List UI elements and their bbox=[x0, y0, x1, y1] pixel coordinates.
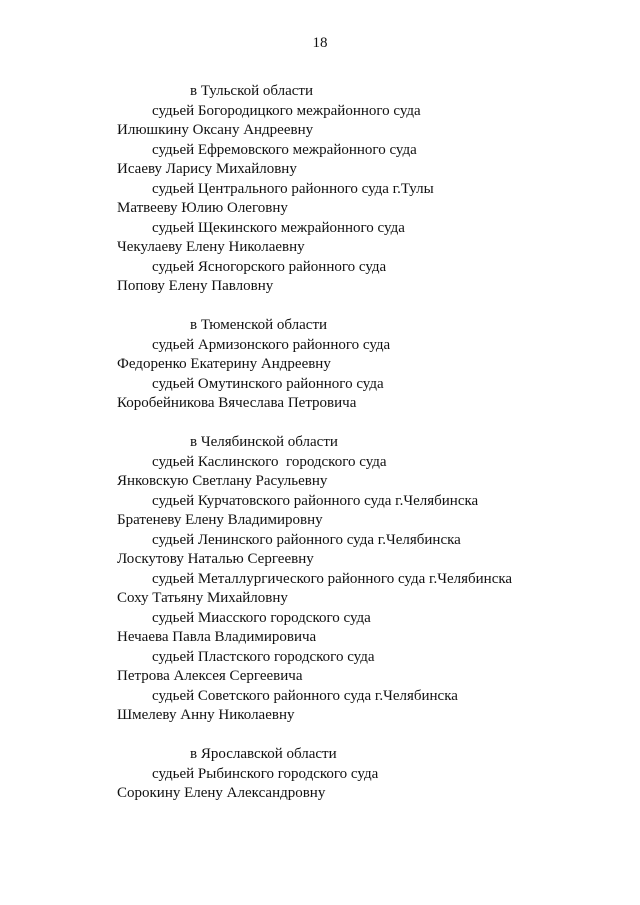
court-line: судьей Щекинского межрайонного суда bbox=[152, 219, 405, 236]
person-name: Попову Елену Павловну bbox=[117, 278, 274, 294]
person-name: Сорокину Елену Александровну bbox=[117, 785, 326, 801]
person-name: Исаеву Ларису Михайловну bbox=[117, 161, 297, 177]
court-line: судьей Курчатовского районного суда г.Челябинска bbox=[152, 492, 479, 509]
court-line: судьей Центрального районного суда г.Тулы bbox=[152, 180, 434, 197]
court-line: судьей Пластского городского суда bbox=[152, 648, 375, 665]
person-name: Матвееву Юлию Олеговну bbox=[117, 200, 288, 216]
court-line: судьей Советского районного суда г.Челябинска bbox=[152, 687, 458, 704]
region-heading: в Ярославской области bbox=[190, 746, 337, 762]
person-name: Илюшкину Оксану Андреевну bbox=[117, 122, 314, 138]
court-line: судьей Армизонского районного суда bbox=[152, 336, 391, 353]
person-name: Коробейникова Вячеслава Петровича bbox=[117, 395, 357, 411]
appointments-list bbox=[117, 82, 597, 823]
court-line: судьей Омутинского районного суда bbox=[152, 375, 384, 392]
section-chelyabinsk bbox=[117, 433, 597, 726]
region-heading: в Тульской области bbox=[190, 83, 314, 99]
court-line: судьей Рыбинского городского суда bbox=[152, 765, 379, 782]
person-name: Чекулаеву Елену Николаевну bbox=[117, 239, 305, 255]
person-name: Петрова Алексея Сергеевича bbox=[117, 668, 303, 684]
court-line: судьей Миасского городского суда bbox=[152, 609, 371, 626]
court-line: судьей Ефремовского межрайонного суда bbox=[152, 141, 417, 158]
court-line: судьей Ленинского районного суда г.Челябинска bbox=[152, 531, 461, 548]
person-name: Федоренко Екатерину Андреевну bbox=[117, 356, 331, 372]
court-line: судьей Каслинского городского суда bbox=[152, 453, 387, 470]
person-name: Соху Татьяну Михайловну bbox=[117, 590, 288, 606]
person-name: Братеневу Елену Владимировну bbox=[117, 512, 323, 528]
court-line: судьей Металлургического районного суда г.Челябинска bbox=[152, 570, 513, 587]
section-tula bbox=[117, 82, 597, 297]
person-name: Лоскутову Наталью Сергеевну bbox=[117, 551, 314, 567]
person-name: Шмелеву Анну Николаевну bbox=[117, 707, 295, 723]
region-heading: в Челябинской области bbox=[190, 434, 338, 450]
section-tyumen bbox=[117, 316, 597, 414]
section-yaroslavl bbox=[117, 745, 597, 804]
person-name: Нечаева Павла Владимировича bbox=[117, 629, 317, 645]
region-heading: в Тюменской области bbox=[190, 317, 328, 333]
person-name: Янковскую Светлану Расульевну bbox=[117, 473, 328, 489]
court-line: судьей Ясногорского районного суда bbox=[152, 258, 387, 275]
page-number: 18 bbox=[312, 35, 328, 51]
court-line: судьей Богородицкого межрайонного суда bbox=[152, 102, 421, 119]
